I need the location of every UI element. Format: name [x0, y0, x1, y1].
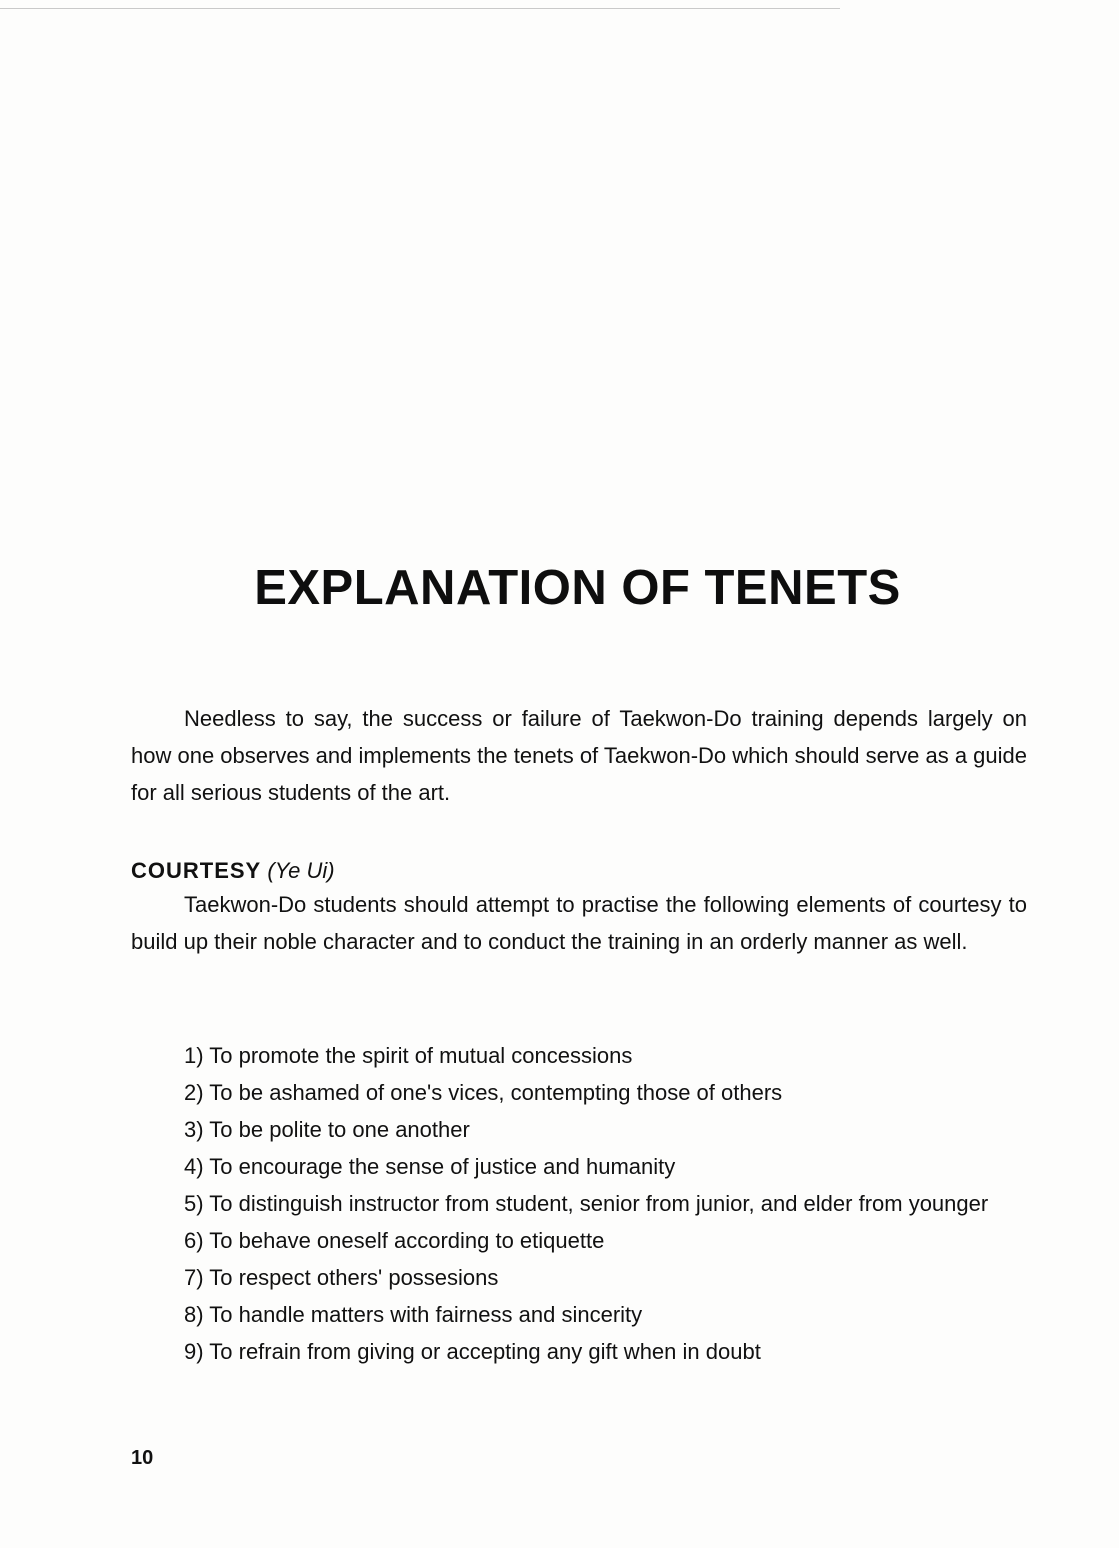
section-heading-subtitle: (Ye Ui) [267, 858, 335, 883]
list-item: 8) To handle matters with fairness and sincerity [184, 1302, 643, 1327]
section-heading-label: COURTESY [131, 858, 262, 883]
intro-paragraph: Needless to say, the success or failure of Taekwon-Do training depends largely on how one observes and implements the tenets of Taekwon-Do which should serve as a guide for all serious students of the art. [131, 706, 1028, 805]
list-item: 7) To respect others' possesions [184, 1265, 499, 1290]
list-item: 5) To distinguish instructor from student, senior from junior, and elder from younger [184, 1191, 989, 1216]
courtesy-elements-list [131, 1037, 1027, 1370]
top-scan-rule [0, 8, 840, 9]
list-item: 2) To be ashamed of one's vices, contempting those of others [184, 1080, 783, 1105]
page-number: 10 [131, 1447, 154, 1469]
list-item: 1) To promote the spirit of mutual concessions [184, 1043, 633, 1068]
list-item: 3) To be polite to one another [184, 1117, 470, 1142]
list-item: 4) To encourage the sense of justice and humanity [184, 1154, 676, 1179]
courtesy-paragraph: Taekwon-Do students should attempt to practise the following elements of courtesy to build up their noble character and to conduct the training in an orderly manner as well. [131, 892, 1027, 954]
section-heading-courtesy [131, 852, 335, 889]
page-title: EXPLANATION OF TENETS [254, 561, 901, 615]
list-item: 9) To refrain from giving or accepting any gift when in doubt [184, 1339, 761, 1364]
list-item: 6) To behave oneself according to etiquette [184, 1228, 605, 1253]
